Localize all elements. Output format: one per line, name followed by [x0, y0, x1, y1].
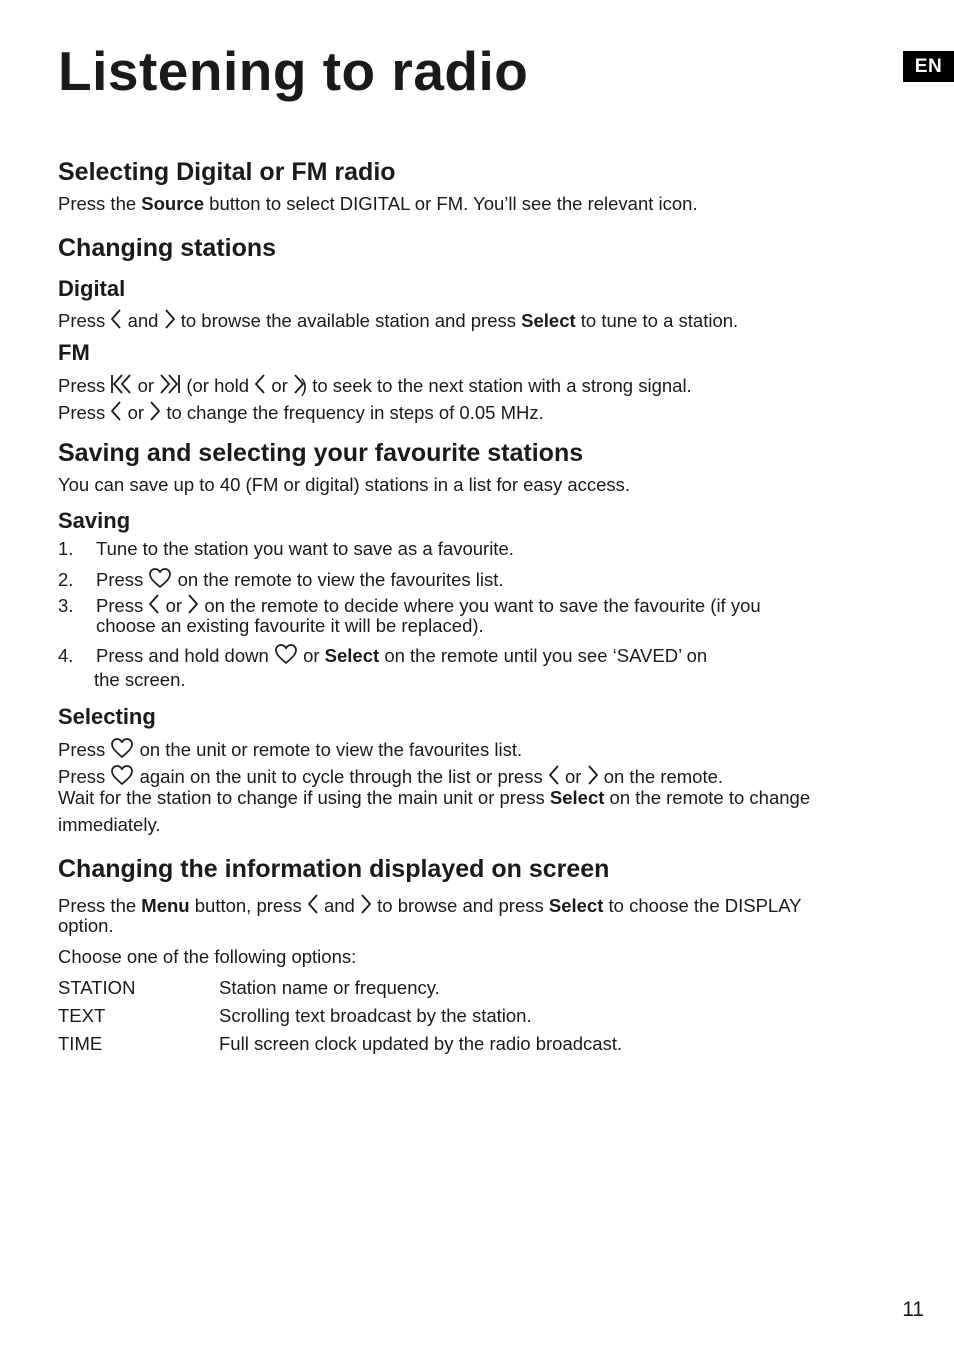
- list-number: 3.: [58, 595, 74, 616]
- chevron-left-icon: [110, 308, 122, 330]
- text: Press: [96, 569, 144, 590]
- text: Press: [58, 402, 106, 423]
- heart-icon: [110, 737, 134, 759]
- text: button, press: [194, 895, 302, 916]
- heading-changing-display-info: Changing the information displayed on screen: [58, 855, 610, 883]
- skip-back-icon: [110, 373, 132, 395]
- list-item-continuation: the screen.: [94, 669, 186, 690]
- text: Press: [58, 766, 106, 787]
- select-button-label: Select: [324, 645, 380, 666]
- list-item: [58, 567, 504, 590]
- paragraph-menu: [58, 893, 802, 916]
- option-key: TIME: [58, 1033, 103, 1054]
- text: to browse and press: [377, 895, 544, 916]
- option-description: Station name or frequency.: [219, 977, 440, 998]
- paragraph-digital: [58, 308, 738, 331]
- chevron-left-icon: [548, 764, 560, 786]
- list-item: [58, 643, 707, 666]
- list-item-continuation: choose an existing favourite it will be replaced).: [96, 615, 484, 636]
- page-title: Listening to radio: [58, 40, 529, 102]
- chevron-right-icon: [187, 593, 199, 615]
- language-badge: EN: [903, 51, 954, 82]
- page-number: 11: [902, 1298, 924, 1321]
- text: Tune to the station you want to save as a favourite.: [96, 538, 514, 559]
- text: or: [303, 645, 320, 666]
- source-button-label: Source: [141, 193, 205, 214]
- paragraph-selecting-2: [58, 764, 723, 787]
- paragraph-selecting-1: [58, 737, 522, 760]
- text: or: [564, 766, 582, 787]
- select-button-label: Select: [549, 787, 605, 808]
- paragraph-fm-seek: [58, 373, 692, 396]
- text: on the remote to decide where you want to save the favourite (if you: [204, 595, 761, 616]
- chevron-left-icon: [148, 593, 160, 615]
- chevron-right-icon: [360, 893, 372, 915]
- heart-icon: [148, 567, 172, 589]
- text: ) to seek to the next station with a strong signal.: [300, 375, 692, 396]
- text: on the remote.: [603, 766, 724, 787]
- paragraph-selecting-3: [58, 789, 810, 808]
- text: on the unit or remote to view the favourites list.: [139, 739, 523, 760]
- paragraph-selecting-4: immediately.: [58, 814, 161, 835]
- paragraph-source: [58, 195, 698, 214]
- paragraph-menu-cont: option.: [58, 915, 114, 936]
- text: and: [323, 895, 355, 916]
- paragraph-choose-options: Choose one of the following options:: [58, 946, 357, 967]
- chevron-right-icon: [164, 308, 176, 330]
- text: or: [127, 402, 145, 423]
- skip-forward-icon: [159, 373, 181, 395]
- list-number: 1.: [58, 538, 74, 559]
- list-item: [58, 540, 514, 559]
- chevron-left-icon: [110, 400, 122, 422]
- heart-icon: [110, 764, 134, 786]
- text: to tune to a station.: [580, 310, 739, 331]
- text: to change the frequency in steps of 0.05 MHz.: [166, 402, 544, 423]
- heading-digital: Digital: [58, 276, 126, 301]
- paragraph-fm-frequency: [58, 400, 544, 423]
- heading-saving: Saving: [58, 508, 131, 533]
- text: again on the unit to cycle through the list or press: [139, 766, 543, 787]
- list-number: 2.: [58, 569, 74, 590]
- select-button-label: Select: [521, 310, 576, 331]
- text: Press the: [58, 193, 137, 214]
- chevron-right-icon: [149, 400, 161, 422]
- text: and: [127, 310, 159, 331]
- text: Press the: [58, 895, 137, 916]
- chevron-left-icon: [254, 373, 266, 395]
- heart-icon: [274, 643, 298, 665]
- paragraph-favourites-intro: You can save up to 40 (FM or digital) stations in a list for easy access.: [58, 474, 631, 495]
- text: to choose the DISPLAY: [608, 895, 802, 916]
- text: Press and hold down: [96, 645, 269, 666]
- select-button-label: Select: [548, 895, 604, 916]
- option-description: Full screen clock updated by the radio broadcast.: [219, 1033, 623, 1054]
- heading-selecting: Selecting: [58, 704, 156, 729]
- text: Wait for the station to change if using the main unit or press: [58, 787, 545, 808]
- text: to browse the available station and press: [180, 310, 516, 331]
- list-number: 4.: [58, 645, 74, 666]
- text: or: [165, 595, 183, 616]
- heading-selecting-digital-fm: Selecting Digital or FM radio: [58, 158, 396, 186]
- menu-button-label: Menu: [141, 895, 190, 916]
- text: Press: [96, 595, 144, 616]
- text: on the remote to change: [609, 787, 811, 808]
- text: on the remote until you see ‘SAVED’ on: [384, 645, 708, 666]
- text: or: [271, 375, 288, 396]
- list-item: [58, 593, 761, 616]
- option-key: TEXT: [58, 1005, 106, 1026]
- text: or: [137, 375, 155, 396]
- option-key: STATION: [58, 977, 136, 998]
- text: Press: [58, 739, 106, 760]
- option-description: Scrolling text broadcast by the station.: [219, 1005, 532, 1026]
- text: Press: [58, 375, 106, 396]
- text: on the remote to view the favourites list.: [177, 569, 504, 590]
- chevron-right-icon: [587, 764, 599, 786]
- text: Press: [58, 310, 106, 331]
- text: button to select DIGITAL or FM. You’ll see the relevant icon.: [209, 193, 698, 214]
- heading-fm: FM: [58, 340, 90, 365]
- heading-changing-stations: Changing stations: [58, 234, 277, 262]
- chevron-left-icon: [307, 893, 319, 915]
- text: (or hold: [186, 375, 250, 396]
- heading-saving-selecting-favourites: Saving and selecting your favourite stations: [58, 439, 584, 467]
